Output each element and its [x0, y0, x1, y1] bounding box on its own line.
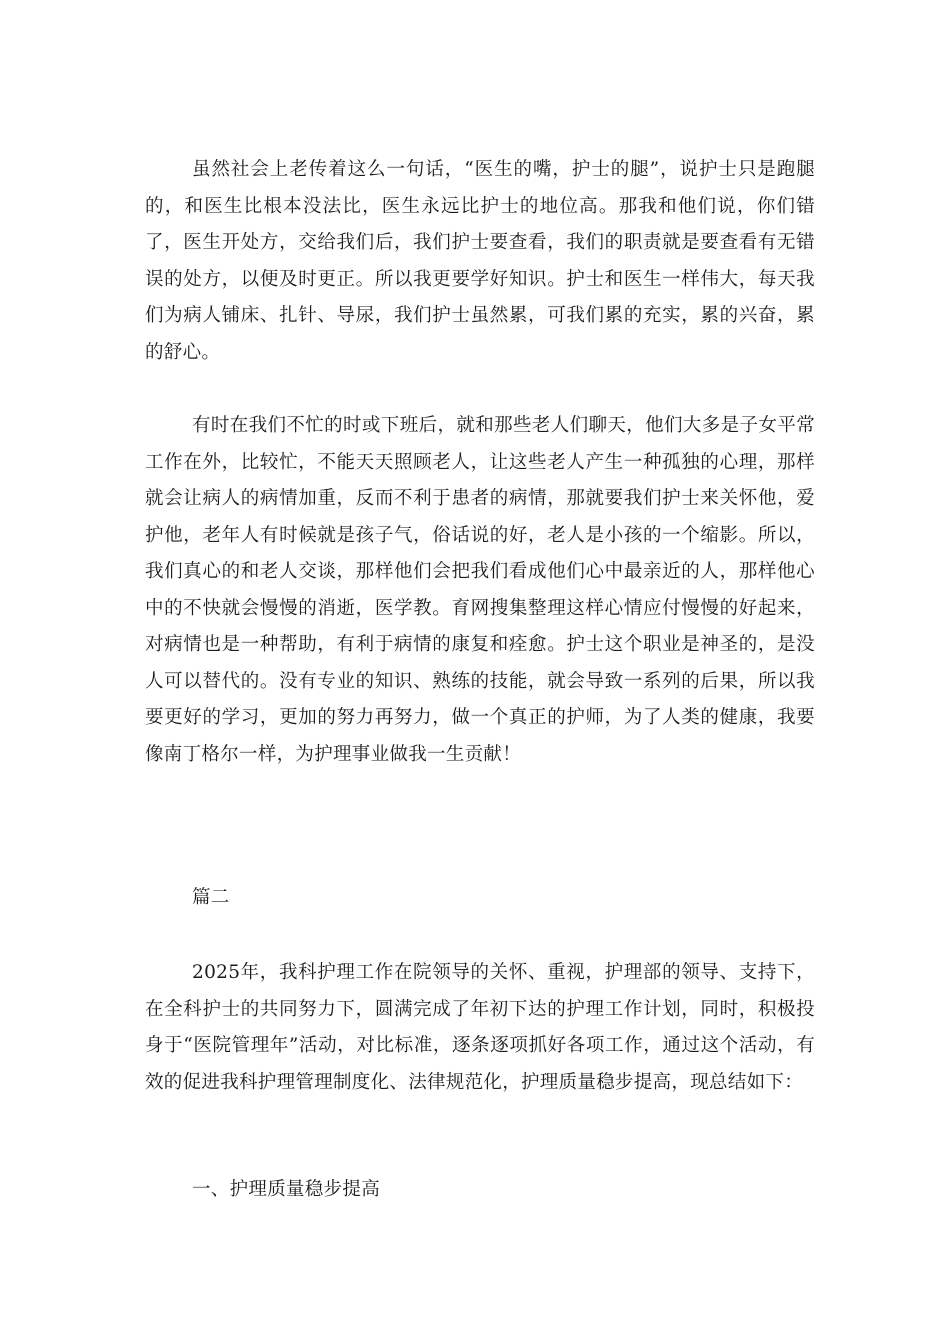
section-title — [145, 880, 815, 917]
body-paragraph — [145, 408, 815, 773]
body-paragraph — [145, 955, 815, 1101]
paragraph-text: 2025年，我科护理工作在院领导的关怀、重视，护理部的领导、支持下，在全科护士的共同努力下，圆满完成了年初下达的护理工作计划，同时，积极投身于“医院管理年”活动，对比标准，逐条逐项抓好各项工作，通过这个活动，有效的促进我科护理管理制度化、法律规范化，护理质量稳步提高，现总结如下： — [145, 962, 815, 1093]
paragraph-text: 有时在我们不忙的时或下班后，就和那些老人们聊天，他们大多是子女平常工作在外，比较忙，不能天天照顾老人，让这些老人产生一种孤独的心理，那样就会让病人的病情加重，反而不利于患者的病情，那就要我们护士来关怀他，爱护他，老年人有时候就是孩子气，俗话说的好，老人是小孩的一个缩影。所以，我们真心的和老人交谈，那样他们会把我们看成他们心中最亲近的人，那样他心中的不快就会慢慢的消逝，医学教。育网搜集整理这样心情应付慢慢的好起来，对病情也是一种帮助，有利于病情的康复和痊愈。护士这个职业是神圣的，是没人可以替代的。没有专业的知识、熟练的技能，就会导致一系列的后果，所以我要更好的学习，更加的努力再努力，做一个真正的护师，为了人类的健康，我要像南丁格尔一样，为护理事业做我一生贡献！ — [145, 415, 815, 765]
paragraph-text: 虽然社会上老传着这么一句话，“医生的嘴，护士的腿”，说护士只是跑腿的，和医生比根本没法比，医生永远比护士的地位高。那我和他们说，你们错了，医生开处方，交给我们后，我们护士要查看，我们的职责就是要查看有无错误的处方，以便及时更正。所以我更要学好知识。护士和医生一样伟大，每天我们为病人铺床、扎针、导尿，我们护士虽然累，可我们累的充实，累的兴奋，累的舒心。 — [145, 159, 815, 363]
subheading — [145, 1172, 815, 1209]
body-paragraph — [145, 152, 815, 371]
section-title-text: 篇二 — [192, 887, 230, 908]
subheading-text: 一、护理质量稳步提高 — [192, 1179, 381, 1200]
